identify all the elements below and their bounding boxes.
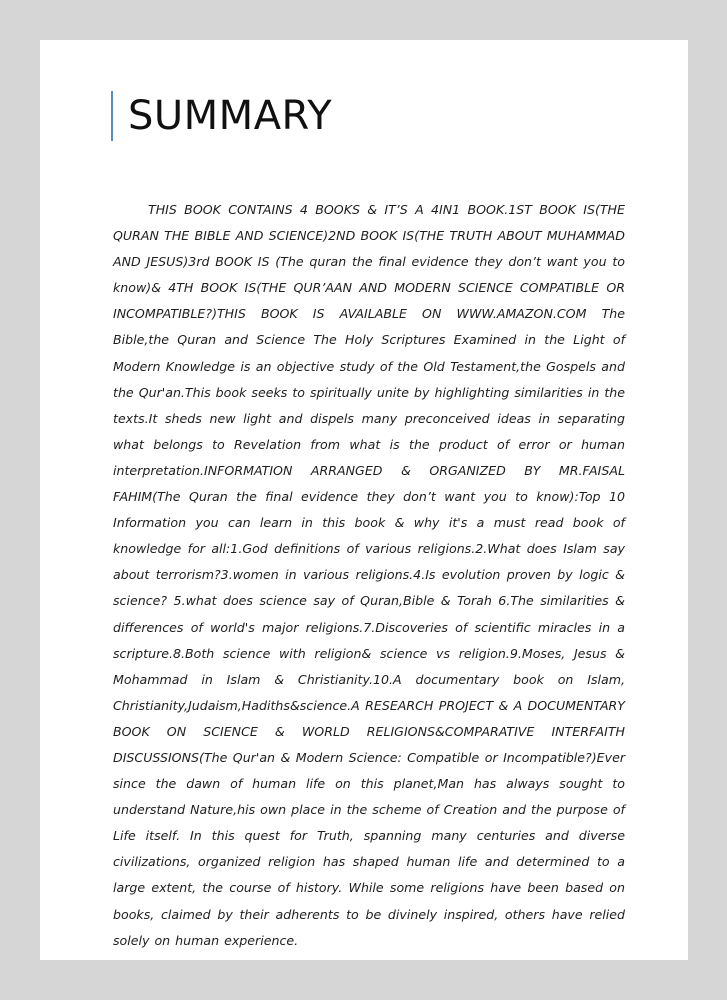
body-text-area — [113, 197, 625, 948]
document-page — [40, 40, 688, 960]
page-title: SUMMARY — [128, 93, 333, 139]
body-paragraph: THIS BOOK CONTAINS 4 BOOKS & IT’S A 4IN1 BOOK.1ST BOOK IS(THE QURAN THE BIBLE AND SCIENCE)2ND BOOK IS(THE TRUTH ABOUT MUHAMMAD AND JESUS)3rd BOOK IS (The quran the final evidence they don’t want you to know)& 4TH BOOK IS(THE QUR’AAN AND MODERN SCIENCE COMPATIBLE OR INCOMPATIBLE?)THIS BOOK IS AVAILABLE ON WWW.AMAZON.COM The Bible,the Quran and Science The Holy Scriptures Examined in the Light of Modern Knowledge is an objective study of the Old Testament,the Gospels and the Qur'an.This book seeks to spiritually unite by highlighting similarities in the texts.It sheds new light and dispels many preconceived ideas in separating what belongs to Revelation from what is the product of error or human interpretation.INFORMATION ARRANGED & ORGANIZED BY MR.FAISAL FAHIM(The Quran the final evidence they don’t want you to know):Top 10 Information you can learn in this book & why it's a must read book of knowledge for all:1.God definitions of various religions.2.What does Islam say about terrorism?3.women in various religions.4.Is evolution proven by logic & science? 5.what does science say of Quran,Bible & Torah 6.The similarities & differences of world's major religions.7.Discoveries of scientific miracles in a scripture.8.Both science with religion& science vs religion.9.Moses, Jesus & Mohammad in Islam & Christianity.10.A documentary book on Islam, Christianity,Judaism,Hadiths&science.A RESEARCH PROJECT & A DOCUMENTARY BOOK ON SCIENCE & WORLD RELIGIONS&COMPARATIVE INTERFAITH DISCUSSIONS(The Qur'an & Modern Science: Compatible or Incompatible?)Ever since the dawn of human life on this planet,Man has always sought to understand Nature,his own place in the scheme of Creation and the purpose of Life itself. In this quest for Truth, spanning many centuries and diverse civilizations, organized religion has shaped human life and determined to a large extent, the course of history. While some religions have been based on books, claimed by their adherents to be divinely inspired, others have relied solely on human experience. — [113, 202, 625, 948]
title-accent-bar — [111, 91, 113, 141]
